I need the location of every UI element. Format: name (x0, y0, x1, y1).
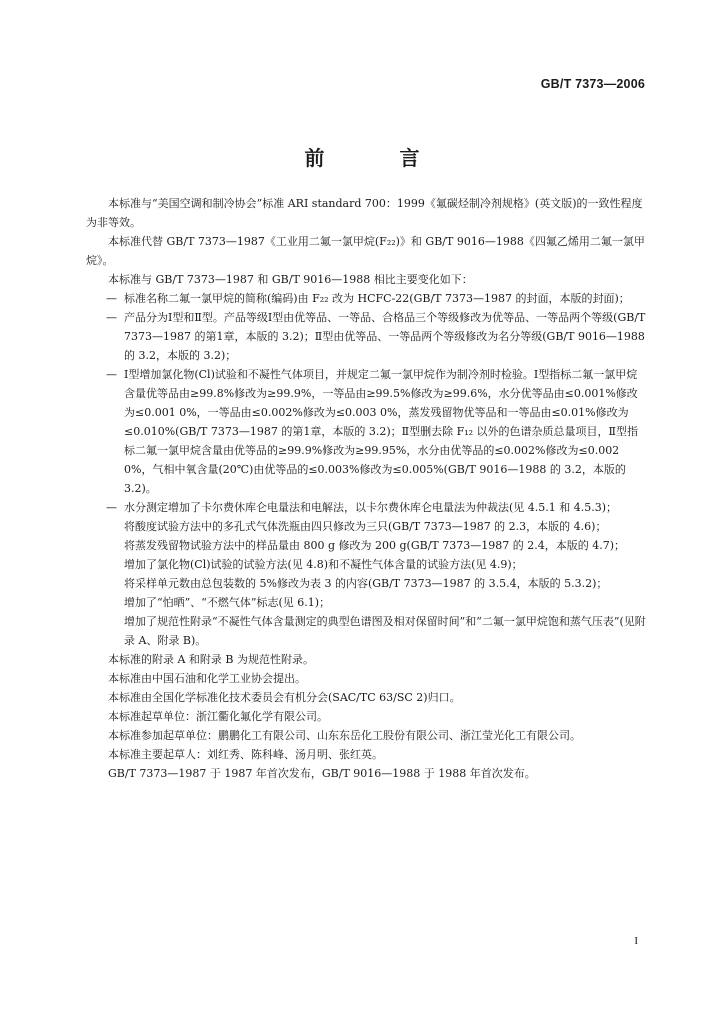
list-item-text: 增加了规范性附录“不凝性气体含量测定的典型色谱图及相对保留时间”和“二氟一氯甲烷饱和蒸气压表”(见附录 A、附录 B)。 (124, 615, 646, 647)
changes-list (86, 289, 646, 650)
list-item (86, 593, 646, 612)
list-item (86, 289, 646, 308)
list-item-text: 将蒸发残留物试验方法中的样品量由 800 g 修改为 200 g(GB/T 7373—1987 的 2.4，本版的 4.7)； (124, 539, 626, 552)
list-item-text: 将采样单元数由总包装数的 5%修改为表 3 的内容(GB/T 7373—1987 的 3.5.4，本版的 5.3.2)； (124, 577, 608, 590)
paragraph: 本标准由中国石油和化学工业协会提出。 (108, 672, 306, 685)
page-number: I (634, 935, 638, 947)
paragraph: 本标准与“美国空调和制冷协会”标准 ARI standard 700：1999《氟碳烃制冷剂规格》(英文版)的一致性程度为非等效。 (86, 197, 643, 229)
document-body (86, 194, 646, 783)
dash-marker: — (106, 501, 117, 514)
list-item-text: Ⅰ型增加氯化物(Cl)试验和不凝性气体项目，并规定二氟一氯甲烷作为制冷剂时检验。Ⅰ型指标二氟一氯甲烷含量优等品由≥99.8%修改为≥99.9%，一等品由≥99.5%修改为≥99.6%，水分优等品由≤0.001%修改为≤0.001 0%，一等品由≤0.002%修改为≤0.003 0%，蒸发残留物优等品和一等品由≤0.01%修改为≤0.010%(GB/T 7373—1987 的第1章，本版的 3.2)；Ⅱ型删去除 F₁₂ 以外的色谱杂质总量项目，Ⅱ型指标二氟一氯甲烷含量由优等品的≥99.9%修改为≥99.95%，水分由优等品的≤0.002%修改为≤0.002 0%，气相中氧含量(20℃)由优等品的≤0.003%修改为≤0.005%(GB/T 9016—1988 的 3.2，本版的 3.2)。 (124, 368, 639, 495)
dash-marker: — (106, 292, 117, 305)
list-item-text: 标准名称二氟一氯甲烷的简称(编码)由 F₂₂ 改为 HCFC-22(GB/T 7373—1987 的封面，本版的封面)； (124, 292, 630, 305)
list-item-text: 水分测定增加了卡尔费休库仑电量法和电解法，以卡尔费休库仑电量法为仲裁法(见 4.5.1 和 4.5.3)； (124, 501, 618, 514)
paragraph: 本标准由全国化学标准化技术委员会有机分会(SAC/TC 63/SC 2)归口。 (108, 691, 461, 704)
list-item (86, 536, 646, 555)
list-item-text: 增加了氯化物(Cl)试验的试验方法(见 4.8)和不凝性气体含量的试验方法(见 4.9)； (124, 558, 523, 571)
paragraph: 本标准参加起草单位：鹏鹏化工有限公司、山东东岳化工股份有限公司、浙江莹光化工有限公司。 (108, 729, 581, 742)
list-item (86, 612, 646, 650)
list-item (86, 555, 646, 574)
paragraph: 本标准的附录 A 和附录 B 为规范性附录。 (108, 653, 315, 666)
list-item-text: 将酸度试验方法中的多孔式气体洗瓶由四只修改为三只(GB/T 7373—1987 的 2.3，本版的 4.6)； (124, 520, 607, 533)
paragraph: 本标准起草单位：浙江衢化氟化学有限公司。 (108, 710, 328, 723)
paragraph: GB/T 7373—1987 于 1987 年首次发布，GB/T 9016—1988 于 1988 年首次发布。 (108, 767, 536, 780)
dash-marker: — (106, 368, 117, 381)
paragraph: 本标准主要起草人：刘红秀、陈科峰、汤月明、张红英。 (108, 748, 383, 761)
list-item (86, 365, 646, 498)
list-item (86, 498, 646, 517)
list-item (86, 574, 646, 593)
dash-marker: — (106, 311, 117, 324)
list-item-text: 产品分为Ⅰ型和Ⅱ型。产品等级Ⅰ型由优等品、一等品、合格品三个等级修改为优等品、一等品两个等级(GB/T 7373—1987 的第1章，本版的 3.2)；Ⅱ型由优等品、一等品两个等级修改为名分等级(GB/T 9016—1988 的 3.2，本版的 3.2)； (124, 311, 646, 362)
standard-code: GB/T 7373—2006 (540, 77, 645, 91)
paragraph: 本标准与 GB/T 7373—1987 和 GB/T 9016—1988 相比主要变化如下： (108, 273, 473, 286)
list-item (86, 308, 646, 365)
paragraph: 本标准代替 GB/T 7373—1987《工业用二氟一氯甲烷(F₂₂)》和 GB/T 9016—1988《四氟乙烯用二氟一氯甲烷》。 (86, 235, 645, 267)
list-item-text: 增加了“怕晒”、“不燃气体”标志(见 6.1)； (124, 596, 331, 609)
page-title: 前 言 (304, 146, 454, 170)
list-item (86, 517, 646, 536)
